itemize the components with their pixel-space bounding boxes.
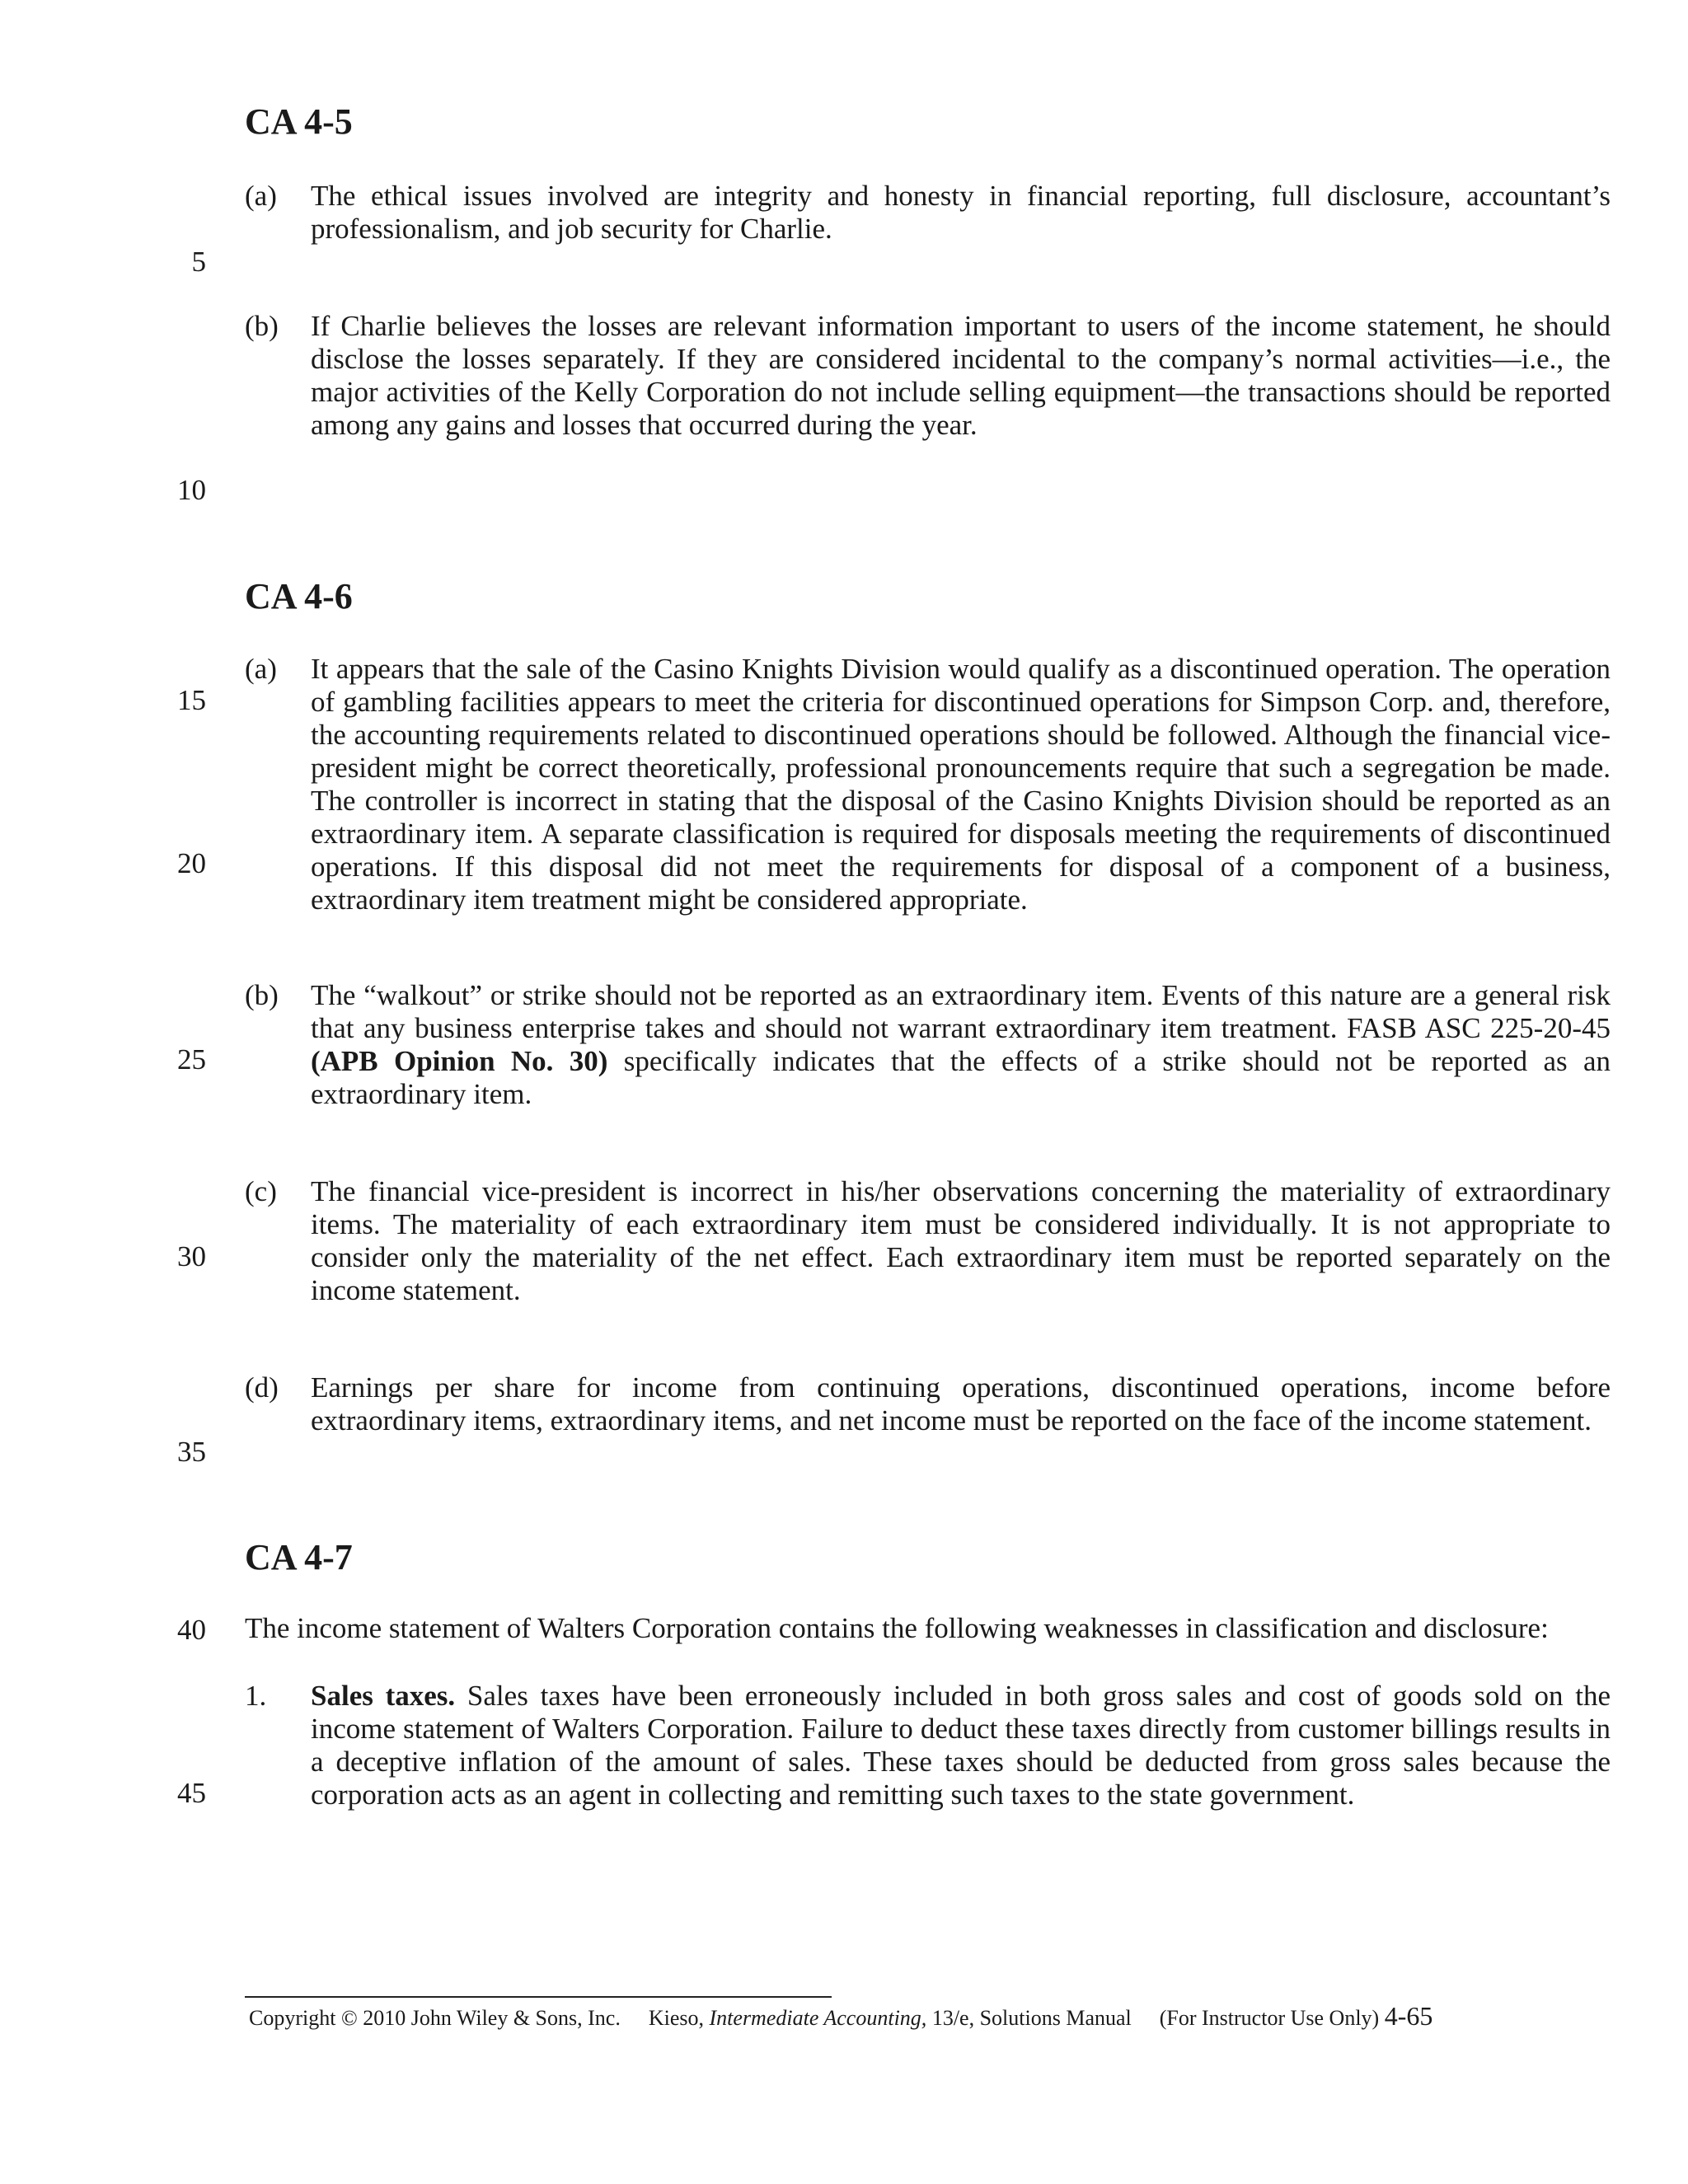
item-label: (b) [245,310,279,342]
line-number: 25 [177,1043,206,1076]
item-label: (c) [245,1175,277,1207]
item-label: (d) [245,1371,279,1404]
item-text-bold: Sales taxes. [311,1680,456,1712]
line-number: 30 [177,1240,206,1272]
footer [249,2001,1432,2033]
item-text: The ethical issues involved are integrity and honesty in financial reporting, full disclosure, accountant’s professionalism, and job security for Charlie. [311,180,1611,245]
item-label: (b) [245,979,279,1011]
item-label: (a) [245,653,277,685]
line-number: 5 [191,246,206,278]
item-text-bold: (APB Opinion No. 30) [311,1045,608,1077]
line-number: 35 [177,1436,206,1468]
item-text-part: Sales taxes have been erroneously included in both gross sales and cost of goods sold on the income statement of Walters Corporation. Failure to deduct these taxes directly from customer billings results in a deceptive inflation of the amount of sales. These taxes should be deducted from gross sales because the corporation acts as an agent in collecting and remitting such taxes to the state government. [311,1680,1611,1811]
footer-rule [245,1996,832,1998]
item-text: Earnings per share for income from continuing operations, discontinued operations, income before extraordinary items, extraordinary items, and net income must be reported on the face of the income statement. [311,1371,1611,1436]
item-text [311,1680,1611,1811]
footer-book-title: Intermediate Accounting, [709,2006,927,2030]
footer-copyright: Copyright © 2010 John Wiley & Sons, Inc. [249,2006,621,2030]
section-intro: The income statement of Walters Corporation contains the following weaknesses in classification and disclosure: [245,1612,1549,1644]
line-number: 15 [177,684,206,716]
item-text-part: The “walkout” or strike should not be reported as an extraordinary item. Events of this nature are a general risk that any business enterprise takes and should not warrant extraordinary item treatment. FASB ASC 225-20-45 [311,979,1611,1044]
section-heading: CA 4-5 [245,101,353,142]
item-text [311,979,1611,1111]
line-number: 10 [177,474,206,506]
footer-usage: (For Instructor Use Only) [1159,2006,1380,2030]
item-text-part: specifically indicates that the effects of a strike should not be reported as an extraordinary item. [311,1045,1611,1110]
footer-author: Kieso, [648,2006,705,2030]
line-number: 20 [177,847,206,879]
item-label: (a) [245,180,277,212]
item-text: The financial vice-president is incorrect in his/her observations concerning the materiality of extraordinary items. The materiality of each extraordinary item must be considered individually. It is not appropriate to consider only the materiality of the net effect. Each extraordinary item must be reported separately on the income statement. [311,1175,1611,1306]
item-text: It appears that the sale of the Casino Knights Division would qualify as a discontinued operation. The operation of gambling facilities appears to meet the criteria for discontinued operations for Simpson Corp. and, therefore, the accounting requirements related to discontinued operations should be followed. Although the financial vice-president might be correct theoretically, professional pronouncements require that such a segregation be made. The controller is incorrect in stating that the disposal of the Casino Knights Division should be reported as an extraordinary item. A separate classification is required for disposals meeting the requirements of discontinued operations. If this disposal did not meet the requirements for disposal of a component of a business, extraordinary item treatment might be considered appropriate. [311,653,1611,916]
section-heading: CA 4-6 [245,576,353,616]
item-text: If Charlie believes the losses are relevant information important to users of the income statement, he should disclose the losses separately. If they are considered incidental to the company’s normal activities—i.e., the major activities of the Kelly Corporation do not include selling equipment—the transactions should be reported among any gains and losses that occurred during the year. [311,310,1611,441]
section-heading: CA 4-7 [245,1537,353,1577]
page-number: 4-65 [1384,2001,1433,2031]
line-number: 40 [177,1614,206,1646]
item-label: 1. [245,1680,267,1712]
line-number: 45 [177,1777,206,1809]
footer-edition: 13/e, Solutions Manual [931,2006,1132,2030]
